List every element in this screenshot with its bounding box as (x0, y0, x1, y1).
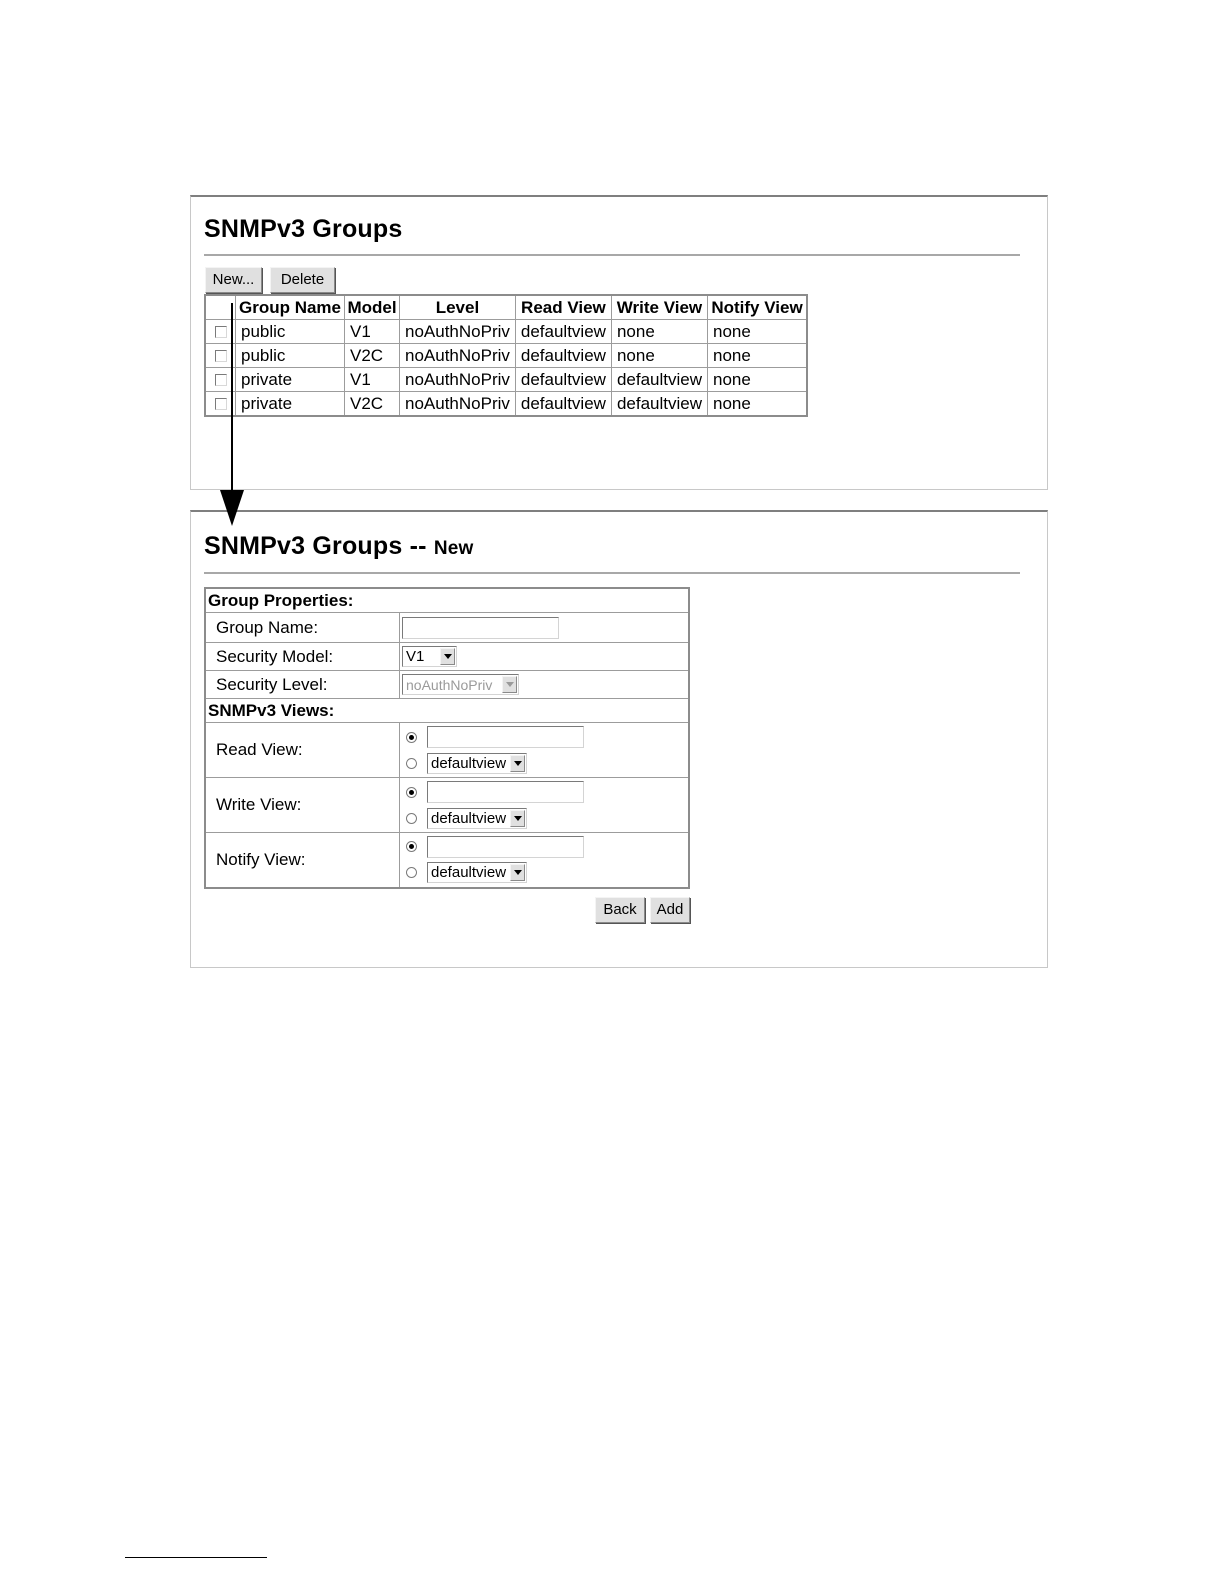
read-view-select-value: defaultview (431, 754, 507, 772)
row-checkbox[interactable] (215, 374, 227, 386)
column-header-notify-view: Notify View (708, 295, 808, 320)
footnote-divider (125, 1557, 267, 1558)
notify-view-cell: none (708, 320, 808, 344)
new-page-title-main: SNMPv3 Groups -- (204, 532, 427, 560)
notify-view-cell: none (708, 368, 808, 392)
notify-view-field[interactable] (427, 836, 584, 858)
snmpv3-views-heading: SNMPv3 Views: (205, 699, 689, 723)
new-title-divider (204, 572, 1020, 574)
write-view-cell: defaultview (611, 368, 707, 392)
notify-view-cell: none (708, 392, 808, 417)
row-checkbox[interactable] (215, 350, 227, 362)
table-row (205, 368, 807, 392)
add-button[interactable]: Add (650, 897, 690, 923)
read-view-custom-radio[interactable] (406, 732, 417, 743)
back-button[interactable]: Back (595, 897, 645, 923)
snmpv3-groups-new-panel (190, 510, 1048, 968)
level-cell: noAuthNoPriv (400, 320, 516, 344)
chevron-down-icon (502, 676, 517, 693)
column-header-model: Model (345, 295, 400, 320)
new-button[interactable]: New... (205, 267, 262, 293)
group-properties-heading: Group Properties: (205, 588, 689, 613)
group-name-field[interactable] (402, 617, 559, 639)
write-view-select[interactable] (427, 808, 527, 829)
chevron-down-icon[interactable] (510, 810, 525, 827)
read-view-field[interactable] (427, 726, 584, 748)
read-view-cell: defaultview (515, 344, 611, 368)
security-model-label: Security Model: (205, 643, 400, 671)
read-view-cell: defaultview (515, 320, 611, 344)
security-level-label: Security Level: (205, 671, 400, 699)
delete-button[interactable]: Delete (270, 267, 335, 293)
group-name-label: Group Name: (205, 613, 400, 643)
table-row (205, 320, 807, 344)
model-cell: V1 (345, 320, 400, 344)
read-view-select[interactable] (427, 753, 527, 774)
security-level-select (402, 674, 519, 695)
column-header-read-view: Read View (515, 295, 611, 320)
notify-view-select[interactable] (427, 862, 527, 883)
new-page-title (204, 532, 474, 561)
level-cell: noAuthNoPriv (400, 368, 516, 392)
column-header-write-view: Write View (611, 295, 707, 320)
model-cell: V2C (345, 344, 400, 368)
write-view-cell: none (611, 320, 707, 344)
notify-view-preset-radio[interactable] (406, 867, 417, 878)
chevron-down-icon[interactable] (510, 864, 525, 881)
table-header-row (205, 295, 807, 320)
security-level-value: noAuthNoPriv (406, 676, 493, 693)
write-view-preset-radio[interactable] (406, 813, 417, 824)
groups-table (204, 294, 808, 417)
level-cell: noAuthNoPriv (400, 392, 516, 417)
write-view-cell: none (611, 344, 707, 368)
write-view-select-value: defaultview (431, 809, 507, 827)
write-view-cell: defaultview (611, 392, 707, 417)
notify-view-label: Notify View: (205, 833, 400, 888)
arrow-down-icon (220, 490, 244, 526)
column-header-group-name: Group Name (236, 295, 345, 320)
group-name-cell: public (236, 320, 345, 344)
row-checkbox[interactable] (215, 326, 227, 338)
group-name-cell: public (236, 344, 345, 368)
notify-view-custom-radio[interactable] (406, 841, 417, 852)
new-page-title-suffix: New (433, 538, 474, 559)
model-cell: V2C (345, 392, 400, 417)
group-name-cell: private (236, 392, 345, 417)
column-header-level: Level (400, 295, 516, 320)
title-divider (204, 254, 1020, 256)
write-view-custom-radio[interactable] (406, 787, 417, 798)
group-form (204, 587, 690, 889)
notify-view-select-value: defaultview (431, 864, 507, 882)
security-model-value: V1 (406, 648, 425, 665)
notify-view-cell: none (708, 344, 808, 368)
read-view-preset-radio[interactable] (406, 758, 417, 769)
model-cell: V1 (345, 368, 400, 392)
row-checkbox[interactable] (215, 398, 227, 410)
chevron-down-icon[interactable] (440, 648, 455, 665)
group-name-cell: private (236, 368, 345, 392)
table-row (205, 344, 807, 368)
read-view-cell: defaultview (515, 368, 611, 392)
security-model-select[interactable] (402, 646, 457, 667)
chevron-down-icon[interactable] (510, 755, 525, 772)
page-title: SNMPv3 Groups (204, 215, 403, 243)
read-view-label: Read View: (205, 723, 400, 778)
write-view-label: Write View: (205, 778, 400, 833)
table-row (205, 392, 807, 417)
write-view-field[interactable] (427, 781, 584, 803)
flow-arrow-line (231, 303, 233, 493)
read-view-cell: defaultview (515, 392, 611, 417)
snmpv3-groups-panel (190, 195, 1048, 490)
level-cell: noAuthNoPriv (400, 344, 516, 368)
